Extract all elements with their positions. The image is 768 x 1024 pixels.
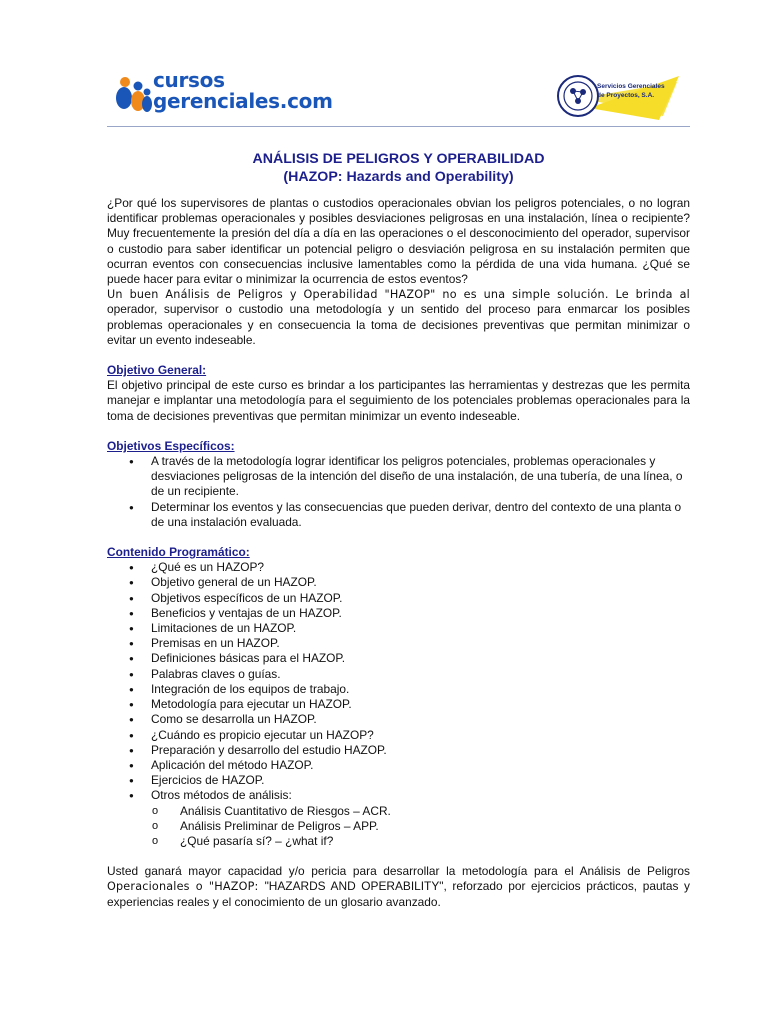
intro-paragraph-2-rest: operador, supervisor o custodio una metodología y un sentido del proceso para enmarcar los posibles problemas operacionales y en consecuencia la toma de decisiones preventivas que permitan minimizar o evitar un evento indeseable. [107,302,690,347]
document-body [107,196,690,910]
list-item: ● ¿Qué es un HAZOP? [107,560,690,575]
closing-part-2: Operacionales o "HAZOP: [107,880,265,894]
seal-text-line2: de Proyectos, S.A. [597,92,655,99]
header [107,64,689,128]
intro-paragraph-2-lead: Un buen Análisis de Peligros y Operabilidad "HAZOP" no es una simple solución. Le brinda al [107,288,690,302]
contenido-programatico-list [107,560,690,803]
otros-metodos-sublist [107,804,690,850]
list-item: ● Palabras claves o guías. [107,667,690,682]
cursos-gerenciales-logo[interactable] [107,70,337,120]
list-item: ● Premisas en un HAZOP. [107,636,690,651]
objetivos-especificos-heading: Objetivos Específicos: [107,438,235,453]
title-line-1: ANÁLISIS DE PELIGROS Y OPERABILIDAD [252,151,545,167]
list-item: ● Limitaciones de un HAZOP. [107,621,690,636]
sub-list-item: o Análisis Cuantitativo de Riesgos – ACR. [107,804,690,819]
list-item: ● Como se desarrolla un HAZOP. [107,712,690,727]
objetivo-general-text: El objetivo principal de este curso es brindar a los participantes las herramientas y destrezas que les permita manejar e implantar una metodología para el seguimiento de los potenciales problemas operacionales para la toma de decisiones preventivas que permitan minimizar un evento indeseable. [107,378,690,423]
list-item: ● Preparación y desarrollo del estudio HAZOP. [107,743,690,758]
list-item: ● Otros métodos de análisis: [107,788,690,803]
list-item: ● A través de la metodología lograr identificar los peligros potenciales, problemas operacionales y desviaciones peligrosas de la intención del diseño de una instalación, de una tubería, de una línea, o de un recipiente. [107,454,690,500]
list-item: ● Objetivo general de un HAZOP. [107,575,690,590]
closing-part-1: Usted ganará mayor capacidad y/o pericia para desarrollar la metodología para el Análisis de Peligros [107,864,690,879]
people-group-icon [113,74,153,114]
list-item: ● Ejercicios de HAZOP. [107,773,690,788]
closing-paragraph [107,864,690,910]
intro-paragraph-2 [107,287,690,348]
seal-text-line1: Servicios Gerenciales [597,83,665,90]
sub-list-item: o ¿Qué pasaría sí? – ¿what if? [107,834,690,849]
list-item: ● Determinar los eventos y las consecuencias que pueden derivar, dentro del contexto de una planta o de una instalación evaluada. [107,500,690,530]
document-title [107,150,690,186]
list-item: ● Integración de los equipos de trabajo. [107,682,690,697]
logo-text-gerenciales: gerenciales [153,89,280,113]
title-line-2: (HAZOP: Hazards and Operability) [283,169,514,185]
sub-list-item: o Análisis Preliminar de Peligros – APP. [107,819,690,834]
header-divider [107,126,690,127]
closing-part-3: "HAZARDS AND OPERABILITY", reforzado por ejercicios prácticos, pautas y experiencias reales y el conocimiento de un glosario avanzado. [107,879,690,909]
contenido-programatico-heading: Contenido Programático: [107,545,250,560]
servicios-gerenciales-logo [551,68,687,124]
logo-text-com: .com [279,89,333,113]
list-item: ● Objetivos específicos de un HAZOP. [107,591,690,606]
objetivos-especificos-list [107,454,690,530]
list-item: ● Metodología para ejecutar un HAZOP. [107,697,690,712]
list-item: ● Beneficios y ventajas de un HAZOP. [107,606,690,621]
list-item: ● Aplicación del método HAZOP. [107,758,690,773]
intro-paragraph-1: ¿Por qué los supervisores de plantas o custodios operacionales obvian los peligros potenciales, o no logran identificar problemas operacionales y posibles desviaciones peligrosas en una instalación, línea o recipiente? Muy frecuentemente la presión del día a día en las operaciones o el desconocimiento del operador, supervisor o custodio para saber identificar un potencial peligro o desviación peligrosa en su instalación permiten que ocurran eventos con consecuencias inclusive lamentables como la pérdida de una vida humana. ¿Qué se puede hacer para evitar o minimizar la ocurrencia de estos eventos? [107,196,690,287]
list-item: ● ¿Cuándo es propicio ejecutar un HAZOP? [107,728,690,743]
list-item: ● Definiciones básicas para el HAZOP. [107,651,690,666]
objetivo-general-heading: Objetivo General: [107,363,207,378]
logo-text-cursos: cursos [153,68,225,92]
